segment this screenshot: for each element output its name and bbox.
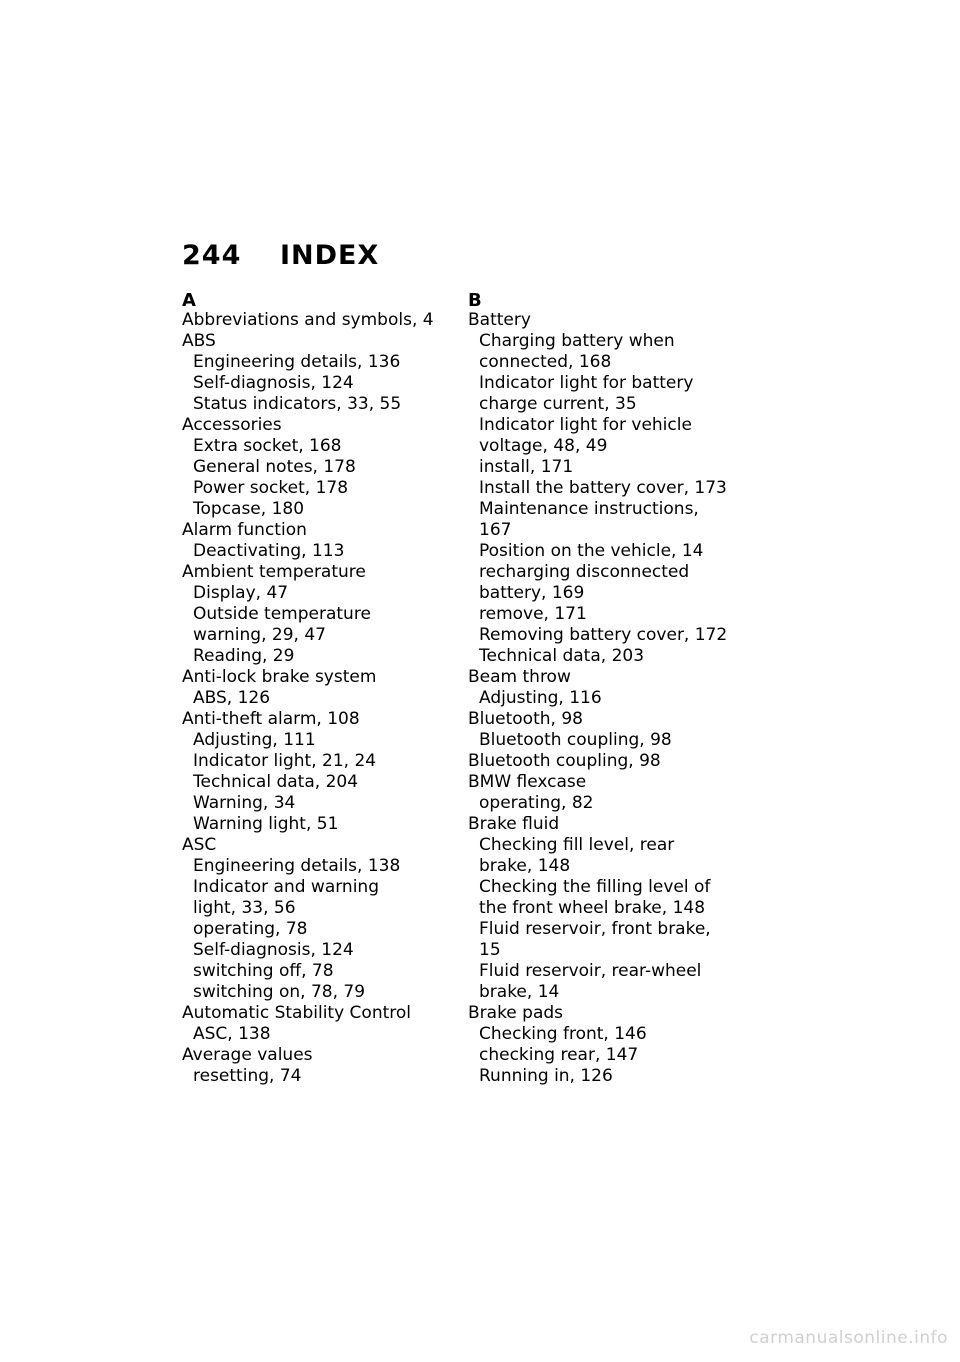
index-subentry: battery, 169 xyxy=(479,583,585,603)
index-subentry: brake, 148 xyxy=(479,856,571,876)
index-entry: Bluetooth coupling, 98 xyxy=(468,751,661,771)
index-subentry: Running in, 126 xyxy=(479,1066,613,1086)
index-subentry: Self-diagnosis, 124 xyxy=(193,940,354,960)
index-subentry: Display, 47 xyxy=(193,583,289,603)
section-letter-b: B xyxy=(468,290,482,311)
index-subentry: General notes, 178 xyxy=(193,457,356,477)
page-title: INDEX xyxy=(280,240,380,271)
index-entry: Alarm function xyxy=(182,520,307,540)
index-subentry: Adjusting, 116 xyxy=(479,688,602,708)
index-subentry: Indicator and warning xyxy=(193,877,379,897)
index-subentry: Deactivating, 113 xyxy=(193,541,345,561)
index-subentry: Status indicators, 33, 55 xyxy=(193,394,402,414)
index-subentry: checking rear, 147 xyxy=(479,1045,639,1065)
index-subentry: Install the battery cover, 173 xyxy=(479,478,727,498)
index-subentry: Checking front, 146 xyxy=(479,1024,647,1044)
index-subentry: Bluetooth coupling, 98 xyxy=(479,730,672,750)
index-entry: Bluetooth, 98 xyxy=(468,709,583,729)
index-column-b xyxy=(468,292,736,1087)
index-subentry: Position on the vehicle, 14 xyxy=(479,541,704,561)
index-subentry: Engineering details, 136 xyxy=(193,352,401,372)
watermark: carmanualsonline.info xyxy=(749,1328,948,1348)
index-subentry: Topcase, 180 xyxy=(193,499,305,519)
index-entry: Anti-theft alarm, 108 xyxy=(182,709,360,729)
index-entry: Accessories xyxy=(182,415,282,435)
index-subentry: Reading, 29 xyxy=(193,646,295,666)
index-subentry: Checking fill level, rear xyxy=(479,835,675,855)
index-entry: ABS xyxy=(182,331,216,351)
index-entry: Battery xyxy=(468,310,531,330)
index-entry: BMW flexcase xyxy=(468,772,587,792)
index-subentry: Adjusting, 111 xyxy=(193,730,316,750)
index-entry: Anti-lock brake system xyxy=(182,667,377,687)
index-entry: Beam throw xyxy=(468,667,571,687)
index-subentry: connected, 168 xyxy=(479,352,612,372)
index-subentry: warning, 29, 47 xyxy=(193,625,326,645)
index-subentry: Checking the filling level of xyxy=(479,877,711,897)
index-subentry: switching off, 78 xyxy=(193,961,334,981)
index-subentry: Maintenance instructions, 167 xyxy=(479,499,699,540)
index-entry: Automatic Stability Control xyxy=(182,1003,412,1023)
index-subentry: Technical data, 203 xyxy=(479,646,645,666)
index-subentry: Charging battery when xyxy=(479,331,675,351)
index-subentry: remove, 171 xyxy=(479,604,587,624)
index-subentry: Indicator light for battery xyxy=(479,373,694,393)
index-subentry: the front wheel brake, 148 xyxy=(479,898,706,918)
index-subentry: Engineering details, 138 xyxy=(193,856,401,876)
page-number: 244 xyxy=(182,240,242,271)
index-column-a xyxy=(182,292,450,1087)
page-header xyxy=(182,240,379,271)
index-subentry: Warning light, 51 xyxy=(193,814,339,834)
index-subentry: Fluid reservoir, front brake, 15 xyxy=(479,919,711,960)
index-entry: ASC xyxy=(182,835,217,855)
section-letter-a: A xyxy=(182,290,196,311)
index-subentry: operating, 78 xyxy=(193,919,308,939)
index-subentry: Removing battery cover, 172 xyxy=(479,625,728,645)
index-entry: Brake fluid xyxy=(468,814,560,834)
index-subentry: recharging disconnected xyxy=(479,562,690,582)
index-subentry: Power socket, 178 xyxy=(193,478,349,498)
index-subentry: charge current, 35 xyxy=(479,394,637,414)
index-subentry: Outside temperature xyxy=(193,604,371,624)
index-subentry: Technical data, 204 xyxy=(193,772,359,792)
index-subentry: resetting, 74 xyxy=(193,1066,302,1086)
index-subentry: light, 33, 56 xyxy=(193,898,296,918)
index-subentry: Fluid reservoir, rear-wheel xyxy=(479,961,702,981)
index-subentry: Warning, 34 xyxy=(193,793,296,813)
index-entry: Average values xyxy=(182,1045,313,1065)
index-subentry: Indicator light, 21, 24 xyxy=(193,751,377,771)
index-subentry: brake, 14 xyxy=(479,982,560,1002)
index-entry: Ambient temperature xyxy=(182,562,366,582)
index-subentry: operating, 82 xyxy=(479,793,594,813)
index-subentry: ASC, 138 xyxy=(193,1024,271,1044)
index-subentry: install, 171 xyxy=(479,457,574,477)
index-subentry: switching on, 78, 79 xyxy=(193,982,366,1002)
index-subentry: voltage, 48, 49 xyxy=(479,436,608,456)
index-entry: Brake pads xyxy=(468,1003,564,1023)
index-subentry: ABS, 126 xyxy=(193,688,271,708)
index-subentry: Self-diagnosis, 124 xyxy=(193,373,354,393)
index-subentry: Extra socket, 168 xyxy=(193,436,342,456)
index-subentry: Indicator light for vehicle xyxy=(479,415,692,435)
index-entry: Abbreviations and symbols, 4 xyxy=(182,310,434,330)
